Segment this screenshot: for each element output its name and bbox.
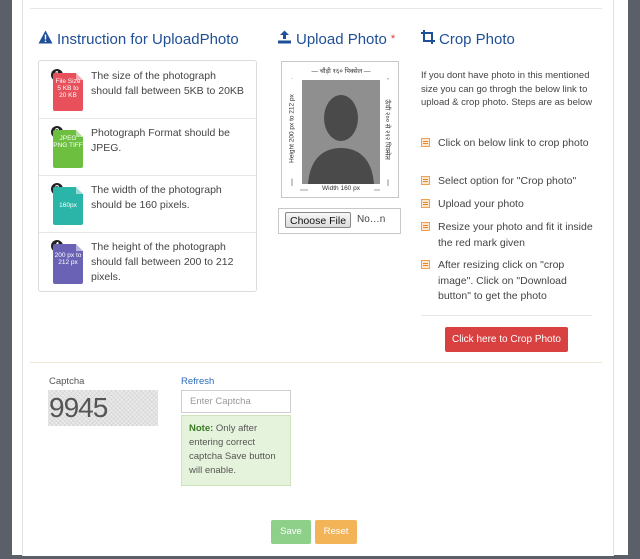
crop-title: Crop Photo [439, 30, 515, 48]
instruction-heading [38, 30, 239, 48]
window-frame-right [628, 0, 640, 559]
top-divider [30, 8, 602, 9]
crop-heading [421, 30, 515, 48]
refresh-captcha-link[interactable]: Refresh [181, 376, 215, 387]
captcha-note [181, 415, 291, 486]
step-bullet-icon [421, 260, 430, 269]
instruction-item-format [39, 118, 256, 176]
choose-file-button[interactable]: Choose File [285, 212, 351, 228]
crop-step-text: Click on below link to crop photo [438, 137, 589, 149]
step-bullet-icon [421, 222, 430, 231]
crop-step-text: Upload your photo [438, 198, 524, 210]
required-mark: * [390, 33, 396, 45]
upload-icon [277, 30, 292, 48]
file-input[interactable] [278, 208, 401, 234]
crop-step-text: Select option for "Crop photo" [438, 175, 577, 187]
instruction-list [38, 60, 257, 292]
file-format-icon: JPEG PNG TIFF [53, 130, 83, 168]
sample-photo [281, 61, 399, 198]
note-text: Only after entering correct captcha Save button will enable. [189, 423, 276, 476]
file-size-icon: File Size 5 KB to 20 KB [53, 73, 83, 111]
instruction-item-height [39, 232, 256, 291]
crop-photo-button[interactable]: Click here to Crop Photo [445, 327, 568, 352]
instruction-text: Photograph Format should be JPEG. [91, 127, 230, 154]
step-bullet-icon [421, 176, 430, 185]
instruction-item-size [39, 61, 256, 119]
captcha-code: 9945 [49, 392, 108, 423]
step-bullet-icon [421, 138, 430, 147]
crop-icon [421, 30, 435, 48]
sample-top-label: — चौड़ी १६० पिक्सेल — [296, 66, 386, 75]
warning-icon [38, 30, 53, 48]
section-divider [30, 362, 602, 363]
sample-left-label: Height 200 px to 212 px [289, 79, 296, 179]
instruction-text: The height of the photograph should fall between 200 to 212 pixels. [91, 241, 234, 283]
instruction-item-width [39, 175, 256, 233]
captcha-label: Captcha [49, 376, 85, 387]
sample-bottom-label: Width 160 px [308, 185, 374, 192]
upload-heading [277, 30, 395, 48]
width-icon: 160px [53, 187, 83, 225]
sample-right-label: ऊँची २०० से २१२ पिक्सेल [384, 80, 393, 180]
crop-step-text: After resizing click on "crop image". Click on "Download button" to get the photo [438, 259, 567, 302]
captcha-input[interactable]: Enter Captcha [181, 390, 291, 413]
height-icon: 200 px to 212 px [53, 244, 83, 284]
note-label: Note: [189, 423, 214, 434]
captcha-image [48, 390, 158, 426]
crop-step-text: Resize your photo and fit it inside the red mark given [438, 221, 593, 249]
instruction-text: The size of the photograph should fall between 5KB to 20KB [91, 70, 244, 97]
instruction-title: Instruction for UploadPhoto [57, 30, 239, 48]
upload-title: Upload Photo [296, 30, 387, 48]
no-file-text: No…n [357, 214, 386, 225]
window-frame-left [0, 0, 12, 559]
save-button[interactable]: Save [271, 520, 311, 544]
sample-photo-silhouette-icon [282, 62, 398, 197]
step-bullet-icon [421, 199, 430, 208]
reset-button[interactable]: Reset [315, 520, 357, 544]
crop-divider [421, 315, 592, 316]
crop-description: If you dont have photo in this mentioned size you can go throgh the below link to upload & crop photo. Steps are as below [421, 70, 593, 108]
instruction-text: The width of the photograph should be 160 pixels. [91, 184, 222, 211]
